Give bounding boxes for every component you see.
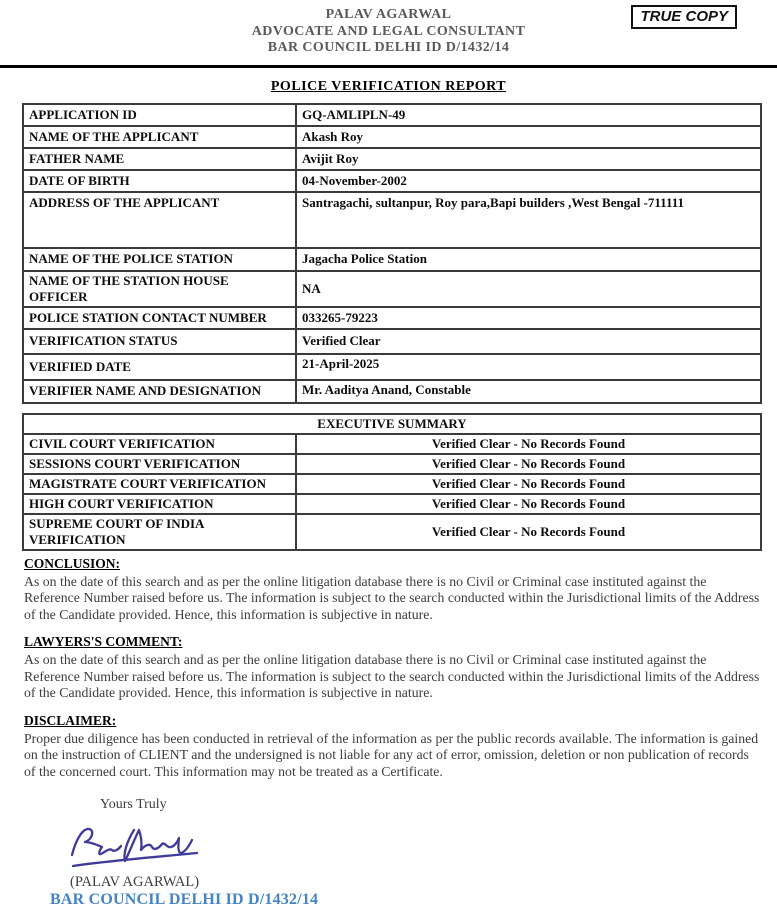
- conclusion-section: [22, 556, 762, 624]
- detail-value: Santragachi, sultanpur, Roy para,Bapi builders ,West Bengal -711111: [296, 192, 761, 248]
- detail-label: APPLICATION ID: [23, 104, 296, 126]
- detail-value: GQ-AMLIPLN-49: [296, 104, 761, 126]
- conclusion-heading: CONCLUSION:: [24, 556, 762, 571]
- lawyers-comment-section: [22, 634, 762, 702]
- conclusion-body: As on the date of this search and as per the online litigation database there is no Civil or Criminal case instituted against the Reference Number raised before us. The information is subject to the search conducted within the Jurisdictional limits of the Address of the Candidate provided. Hence, this information is subjective in nature.: [24, 574, 762, 624]
- table-row: [23, 329, 761, 354]
- applicant-details-table: [22, 103, 762, 404]
- table-row: [23, 192, 761, 248]
- detail-label: VERIFICATION STATUS: [23, 329, 296, 354]
- detail-value: 033265-79223: [296, 307, 761, 329]
- detail-value: NA: [296, 271, 761, 307]
- table-row: [23, 126, 761, 148]
- disclaimer-body: Proper due diligence has been conducted in retrieval of the information as per the public records available. The information is gained on the instruction of CLIENT and the undersigned is not liable for any act of error, omission, deletion or non publication of records of the concerned court. This information may not be treated as a Certificate.: [24, 731, 762, 781]
- report-body: [22, 103, 762, 909]
- detail-value: Akash Roy: [296, 126, 761, 148]
- table-row: [23, 248, 761, 271]
- letterhead-bar-id: BAR COUNCIL DELHI ID D/1432/14: [0, 40, 777, 57]
- table-row: [23, 271, 761, 307]
- detail-label: NAME OF THE STATION HOUSE OFFICER: [23, 271, 296, 307]
- table-row: [23, 104, 761, 126]
- detail-value: Mr. Aaditya Anand, Constable: [296, 380, 761, 403]
- true-copy-stamp: TRUE COPY: [631, 5, 737, 29]
- summary-value: Verified Clear - No Records Found: [296, 454, 761, 474]
- detail-label: VERIFIER NAME AND DESIGNATION: [23, 380, 296, 403]
- table-row: [23, 514, 761, 550]
- summary-label: CIVIL COURT VERIFICATION: [23, 434, 296, 454]
- table-row: [23, 434, 761, 454]
- disclaimer-section: [22, 713, 762, 781]
- lawyers-comment-heading: LAWYERS'S COMMENT:: [24, 634, 762, 649]
- table-header-row: [23, 414, 761, 434]
- detail-value: 21-April-2025: [296, 354, 761, 380]
- executive-summary-title: EXECUTIVE SUMMARY: [23, 414, 761, 434]
- detail-label: NAME OF THE POLICE STATION: [23, 248, 296, 271]
- detail-value: Jagacha Police Station: [296, 248, 761, 271]
- detail-label: FATHER NAME: [23, 148, 296, 170]
- report-title-wrap: [0, 77, 777, 95]
- table-row: [23, 494, 761, 514]
- table-row: [23, 454, 761, 474]
- signature-ink-icon: [64, 817, 214, 869]
- table-row: [23, 170, 761, 192]
- detail-label: NAME OF THE APPLICANT: [23, 126, 296, 148]
- detail-label: VERIFIED DATE: [23, 354, 296, 380]
- signature: [64, 817, 762, 874]
- detail-value: Avijit Roy: [296, 148, 761, 170]
- summary-value: Verified Clear - No Records Found: [296, 474, 761, 494]
- table-row: [23, 380, 761, 403]
- lawyers-comment-body: As on the date of this search and as per the online litigation database there is no Civil or Criminal case instituted against the Reference Number raised before us. The information is subject to the search conducted within the Jurisdictional limits of the Address of the Candidate provided. Hence, this information is subjective in nature.: [24, 652, 762, 702]
- bar-council-id-line: BAR COUNCIL DELHI ID D/1432/14: [50, 891, 762, 909]
- signed-name: (PALAV AGARWAL): [70, 874, 762, 891]
- summary-label: MAGISTRATE COURT VERIFICATION: [23, 474, 296, 494]
- summary-label: SESSIONS COURT VERIFICATION: [23, 454, 296, 474]
- detail-value: Verified Clear: [296, 329, 761, 354]
- letterhead-name: PALAV AGARWAL: [0, 7, 777, 24]
- summary-label: SUPREME COURT OF INDIA VERIFICATION: [23, 514, 296, 550]
- detail-value: 04-November-2002: [296, 170, 761, 192]
- salutation: Yours Truly: [100, 797, 762, 813]
- summary-value: Verified Clear - No Records Found: [296, 434, 761, 454]
- executive-summary-table: [22, 413, 762, 551]
- table-row: [23, 474, 761, 494]
- summary-value: Verified Clear - No Records Found: [296, 494, 761, 514]
- summary-value: Verified Clear - No Records Found: [296, 514, 761, 550]
- detail-label: POLICE STATION CONTACT NUMBER: [23, 307, 296, 329]
- letterhead-title: ADVOCATE AND LEGAL CONSULTANT: [0, 24, 777, 41]
- header-divider: [0, 65, 777, 68]
- summary-label: HIGH COURT VERIFICATION: [23, 494, 296, 514]
- detail-label: DATE OF BIRTH: [23, 170, 296, 192]
- table-row: [23, 148, 761, 170]
- report-title: POLICE VERIFICATION REPORT: [271, 79, 506, 95]
- disclaimer-heading: DISCLAIMER:: [24, 713, 762, 728]
- table-row: [23, 354, 761, 380]
- detail-label: ADDRESS OF THE APPLICANT: [23, 192, 296, 248]
- table-row: [23, 307, 761, 329]
